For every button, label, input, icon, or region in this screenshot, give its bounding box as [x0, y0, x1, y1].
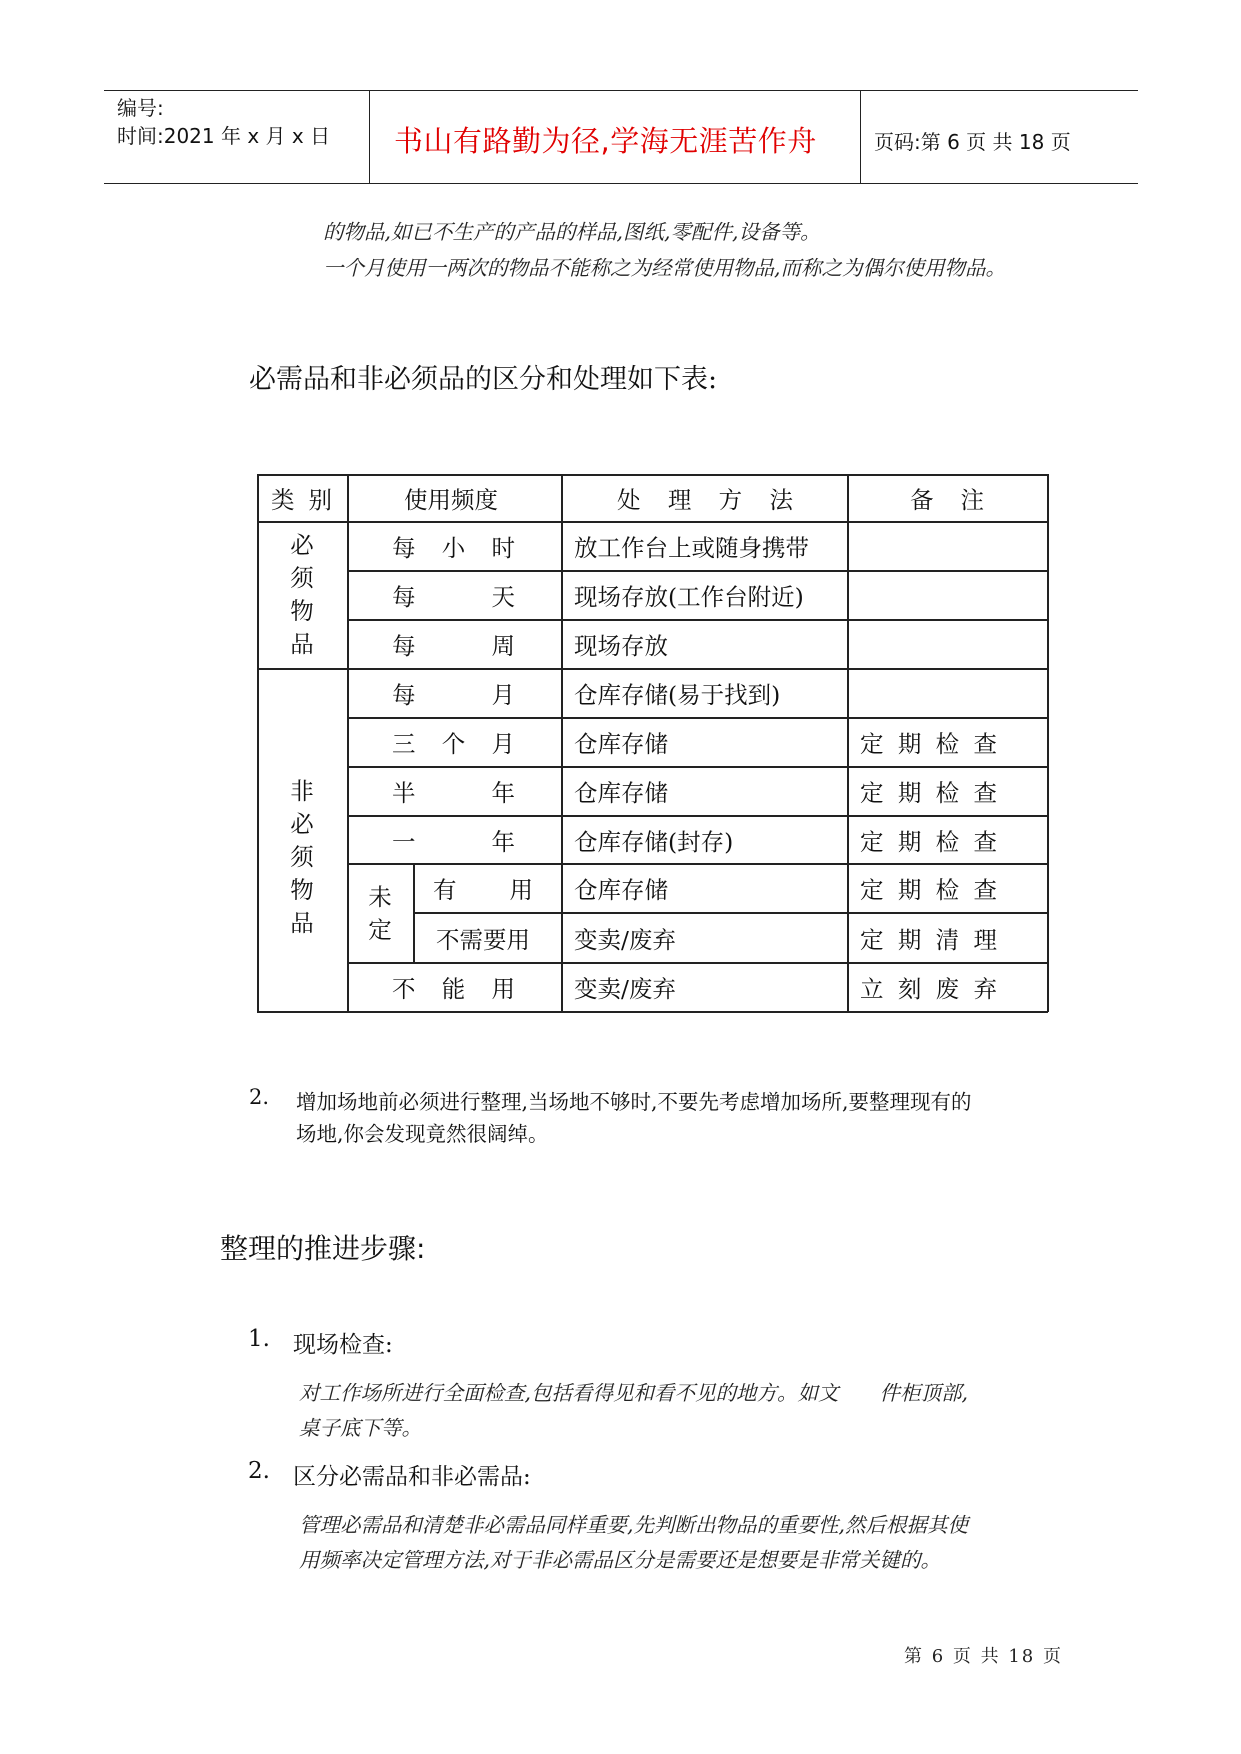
step-2-desc-line-1: 管理必需品和清楚非必需品同样重要,先判断出物品的重要性,然后根据其使 [299, 1513, 969, 1537]
step-2-title: 区分必需品和非必需品: [293, 1464, 531, 1490]
remark-char: 清 [935, 926, 960, 954]
step-1-number: 1. [248, 1326, 270, 1352]
remark-char: 弃 [973, 975, 997, 1003]
table-row-frequency [392, 669, 515, 717]
header-char: 处 [617, 486, 641, 514]
table-row-remark [860, 718, 997, 766]
freq-char: 年 [491, 779, 515, 807]
header-motto: 书山有路勤为径,学海无涯苦作舟 [394, 124, 817, 158]
freq-char: 有 [433, 876, 457, 904]
header-char: 类 [271, 486, 295, 514]
table-rule [413, 863, 415, 963]
step-1-title: 现场检查: [293, 1332, 393, 1358]
freq-char: 月 [491, 681, 515, 709]
freq-char: 能 [441, 975, 466, 1003]
remark-char: 检 [935, 779, 960, 807]
group-char: 品 [290, 630, 314, 658]
group-char: 物 [290, 876, 314, 904]
header-divider-left [369, 90, 370, 183]
table-header-remark [910, 474, 984, 522]
table-row-remark [860, 914, 997, 962]
group-char: 未 [368, 883, 392, 911]
freq-char: 不 [392, 975, 416, 1003]
header-char: 理 [667, 486, 692, 514]
header-divider-right [860, 90, 861, 183]
header-page-number: 页码:第 6 页 共 18 页 [874, 130, 1071, 154]
table-rule [257, 1011, 1048, 1013]
freq-char: 用 [509, 876, 533, 904]
group-char: 物 [290, 597, 314, 625]
group-char: 必 [290, 531, 314, 559]
table-row-method: 仓库存储 [574, 779, 668, 807]
remark-char: 废 [935, 975, 960, 1003]
group-char: 非 [290, 777, 314, 805]
table-rule [847, 474, 849, 1012]
freq-char: 月 [491, 730, 515, 758]
remark-char: 定 [860, 876, 884, 904]
header-char: 备 [910, 486, 934, 514]
freq-char: 半 [392, 779, 416, 807]
table-header-frequency: 使用频度 [404, 486, 498, 514]
remark-char: 刻 [897, 975, 922, 1003]
table-rule [257, 474, 259, 1012]
group-char: 必 [290, 810, 314, 838]
intro-line-1: 的物品,如已不生产的产品的样品,图纸,零配件,设备等。 [323, 220, 821, 244]
remark-char: 检 [935, 730, 960, 758]
freq-char: 三 [392, 730, 416, 758]
remark-char: 期 [897, 827, 922, 856]
remark-char: 期 [897, 779, 922, 807]
table-row-method: 仓库存储(封存) [574, 827, 734, 856]
freq-char: 每 [392, 583, 416, 611]
table-rule [347, 474, 349, 1012]
step-1-desc-line-2: 桌子底下等。 [299, 1416, 422, 1440]
table-row-frequency: 不需要用 [436, 926, 530, 954]
freq-char: 周 [491, 632, 515, 660]
page-footer: 第 6 页 共 18 页 [904, 1646, 1063, 1667]
table-row-frequency [392, 816, 515, 863]
table-row-method: 现场存放(工作台附近) [574, 583, 804, 611]
remark-char: 查 [973, 827, 997, 856]
remark-char: 定 [860, 926, 884, 954]
remark-char: 理 [973, 926, 997, 954]
group-label-necessary [287, 529, 317, 661]
table-row-method: 仓库存储(易于找到) [574, 681, 781, 709]
table-row-frequency [392, 522, 515, 570]
table-row-method: 现场存放 [574, 632, 668, 660]
header-char: 注 [960, 486, 984, 514]
freq-char: 时 [491, 534, 515, 562]
subgroup-label-undetermined [365, 881, 395, 947]
table-header-category [271, 474, 332, 522]
table-row-frequency [392, 620, 515, 668]
table-rule [561, 474, 563, 1012]
header-top-rule [104, 90, 1138, 91]
group-char: 须 [290, 564, 314, 592]
remark-char: 定 [860, 730, 884, 758]
group-char: 品 [290, 909, 314, 937]
remark-char: 检 [935, 876, 960, 904]
document-date: 时间:2021 年 x 月 x 日 [117, 124, 331, 148]
remark-char: 定 [860, 779, 884, 807]
table-row-method: 仓库存储 [574, 876, 668, 904]
header-char: 方 [718, 486, 743, 514]
table-row-frequency [392, 963, 515, 1011]
table-row-remark [860, 816, 997, 863]
remark-char: 查 [973, 779, 997, 807]
table-row-remark [860, 864, 997, 912]
intro-line-2: 一个月使用一两次的物品不能称之为经常使用物品,而称之为偶尔使用物品。 [323, 256, 1007, 280]
remark-char: 查 [973, 730, 997, 758]
remark-char: 期 [897, 730, 922, 758]
freq-char: 一 [392, 827, 416, 856]
step-2-number: 2. [248, 1458, 270, 1484]
freq-char: 天 [491, 583, 515, 611]
freq-char: 小 [441, 534, 466, 562]
table-row-method: 变卖/废弃 [574, 926, 676, 954]
freq-char: 个 [441, 730, 466, 758]
step-1-desc-line-1: 对工作场所进行全面检查,包括看得见和看不见的地方。如文 件柜顶部, [299, 1381, 969, 1405]
header-char: 法 [769, 486, 793, 514]
point-2-line-1: 增加场地前必须进行整理,当场地不够时,不要先考虑增加场所,要整理现有的 [296, 1090, 972, 1114]
remark-char: 检 [935, 827, 960, 856]
remark-char: 期 [897, 926, 922, 954]
section-heading: 整理的推进步骤: [220, 1232, 426, 1265]
table-row-frequency [392, 718, 515, 766]
table-row-remark [860, 767, 997, 815]
remark-char: 定 [860, 827, 884, 856]
group-char: 定 [368, 916, 392, 944]
table-header-method [617, 474, 793, 522]
point-2-number: 2. [249, 1085, 270, 1109]
table-row-frequency [433, 864, 533, 912]
table-row-method: 放工作台上或随身携带 [574, 534, 809, 562]
step-2-desc-line-2: 用频率决定管理方法,对于非必需品区分是需要还是想要是非常关键的。 [299, 1548, 942, 1572]
table-row-frequency [392, 767, 515, 815]
table-row-frequency [392, 571, 515, 619]
header-char: 别 [308, 486, 332, 514]
group-char: 须 [290, 843, 314, 871]
point-2-line-2: 场地,你会发现竟然很阔绰。 [296, 1122, 549, 1146]
table-row-remark [860, 963, 997, 1011]
group-label-unnecessary [287, 775, 317, 940]
remark-char: 查 [973, 876, 997, 904]
table-rule [1047, 474, 1049, 1012]
freq-char: 每 [392, 632, 416, 660]
table-row-method: 变卖/废弃 [574, 975, 676, 1003]
document-number-label: 编号: [117, 96, 164, 120]
freq-char: 每 [392, 681, 416, 709]
table-caption: 必需品和非必须品的区分和处理如下表: [249, 364, 718, 395]
remark-char: 期 [897, 876, 922, 904]
freq-char: 每 [392, 534, 416, 562]
freq-char: 用 [491, 975, 515, 1003]
table-row-method: 仓库存储 [574, 730, 668, 758]
header-bottom-rule [104, 183, 1138, 184]
remark-char: 立 [860, 975, 884, 1003]
freq-char: 年 [491, 827, 515, 856]
